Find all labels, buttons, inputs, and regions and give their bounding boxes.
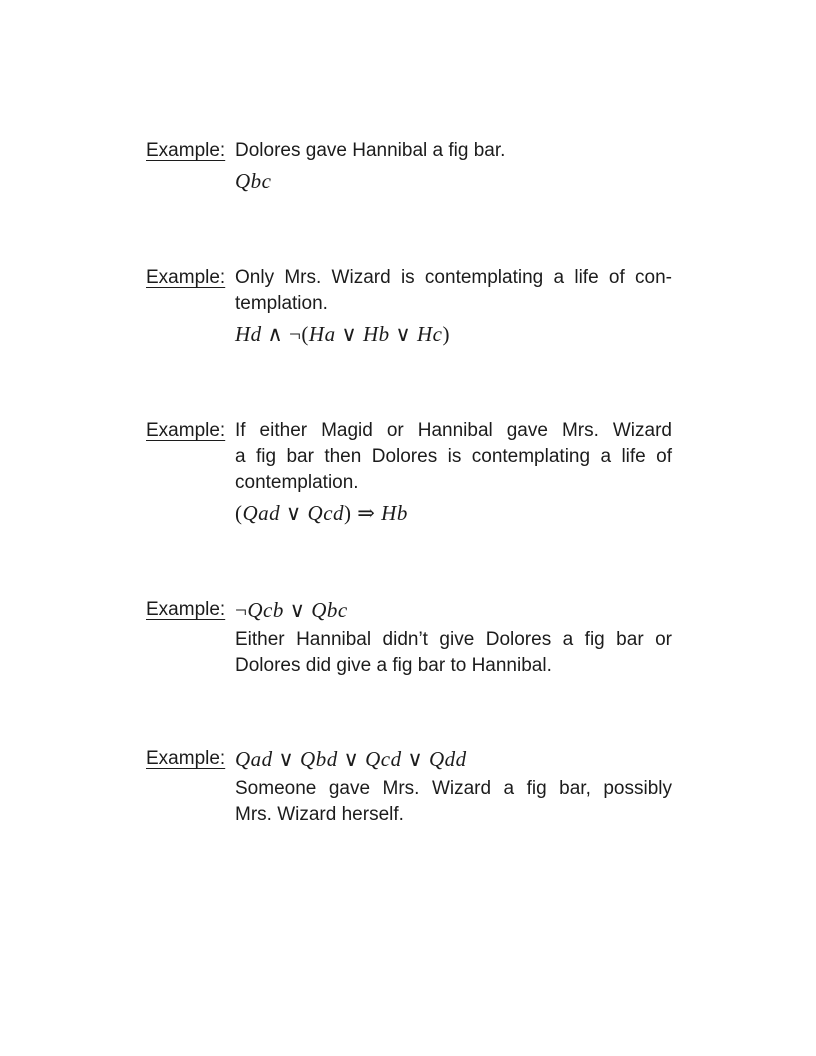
example-text-line: Either Hannibal didn’t give Dolores a fig bar or bbox=[235, 629, 672, 650]
example-content bbox=[235, 418, 672, 530]
example-block bbox=[146, 265, 672, 351]
example-text-line: templation. bbox=[235, 293, 328, 314]
example-block bbox=[146, 597, 672, 679]
example-formula: ¬Qcb ∨ Qbc bbox=[235, 598, 348, 622]
example-block bbox=[146, 746, 672, 828]
example-content bbox=[235, 746, 672, 828]
example-text-line: Only Mrs. Wizard is contemplating a life of con- bbox=[235, 267, 672, 288]
document-body bbox=[146, 138, 672, 828]
example-block bbox=[146, 138, 672, 198]
example-text-line: Dolores did give a fig bar to Hannibal. bbox=[235, 655, 552, 676]
example-content bbox=[235, 265, 672, 351]
example-content bbox=[235, 138, 672, 198]
example-text-line: contemplation. bbox=[235, 472, 359, 493]
document-page bbox=[146, 0, 672, 828]
example-label: Example: bbox=[146, 599, 226, 620]
example-formula: (Qad ∨ Qcd) ⇒ Hb bbox=[235, 501, 408, 525]
example-text-line: Someone gave Mrs. Wizard a fig bar, possibly bbox=[235, 778, 672, 799]
example-block bbox=[146, 418, 672, 530]
example-text-line: Dolores gave Hannibal a fig bar. bbox=[235, 140, 506, 161]
example-label: Example: bbox=[146, 420, 226, 441]
example-formula: Hd ∧ ¬(Ha ∨ Hb ∨ Hc) bbox=[235, 322, 450, 346]
example-text-line: a fig bar then Dolores is contemplating a life of bbox=[235, 446, 672, 467]
example-label: Example: bbox=[146, 748, 226, 769]
example-text-line: If either Magid or Hannibal gave Mrs. Wizard bbox=[235, 420, 672, 441]
example-formula: Qad ∨ Qbd ∨ Qcd ∨ Qdd bbox=[235, 747, 467, 771]
example-formula: Qbc bbox=[235, 169, 272, 193]
example-label: Example: bbox=[146, 140, 226, 161]
example-content bbox=[235, 597, 672, 679]
example-text-line: Mrs. Wizard herself. bbox=[235, 804, 404, 825]
example-label: Example: bbox=[146, 267, 226, 288]
